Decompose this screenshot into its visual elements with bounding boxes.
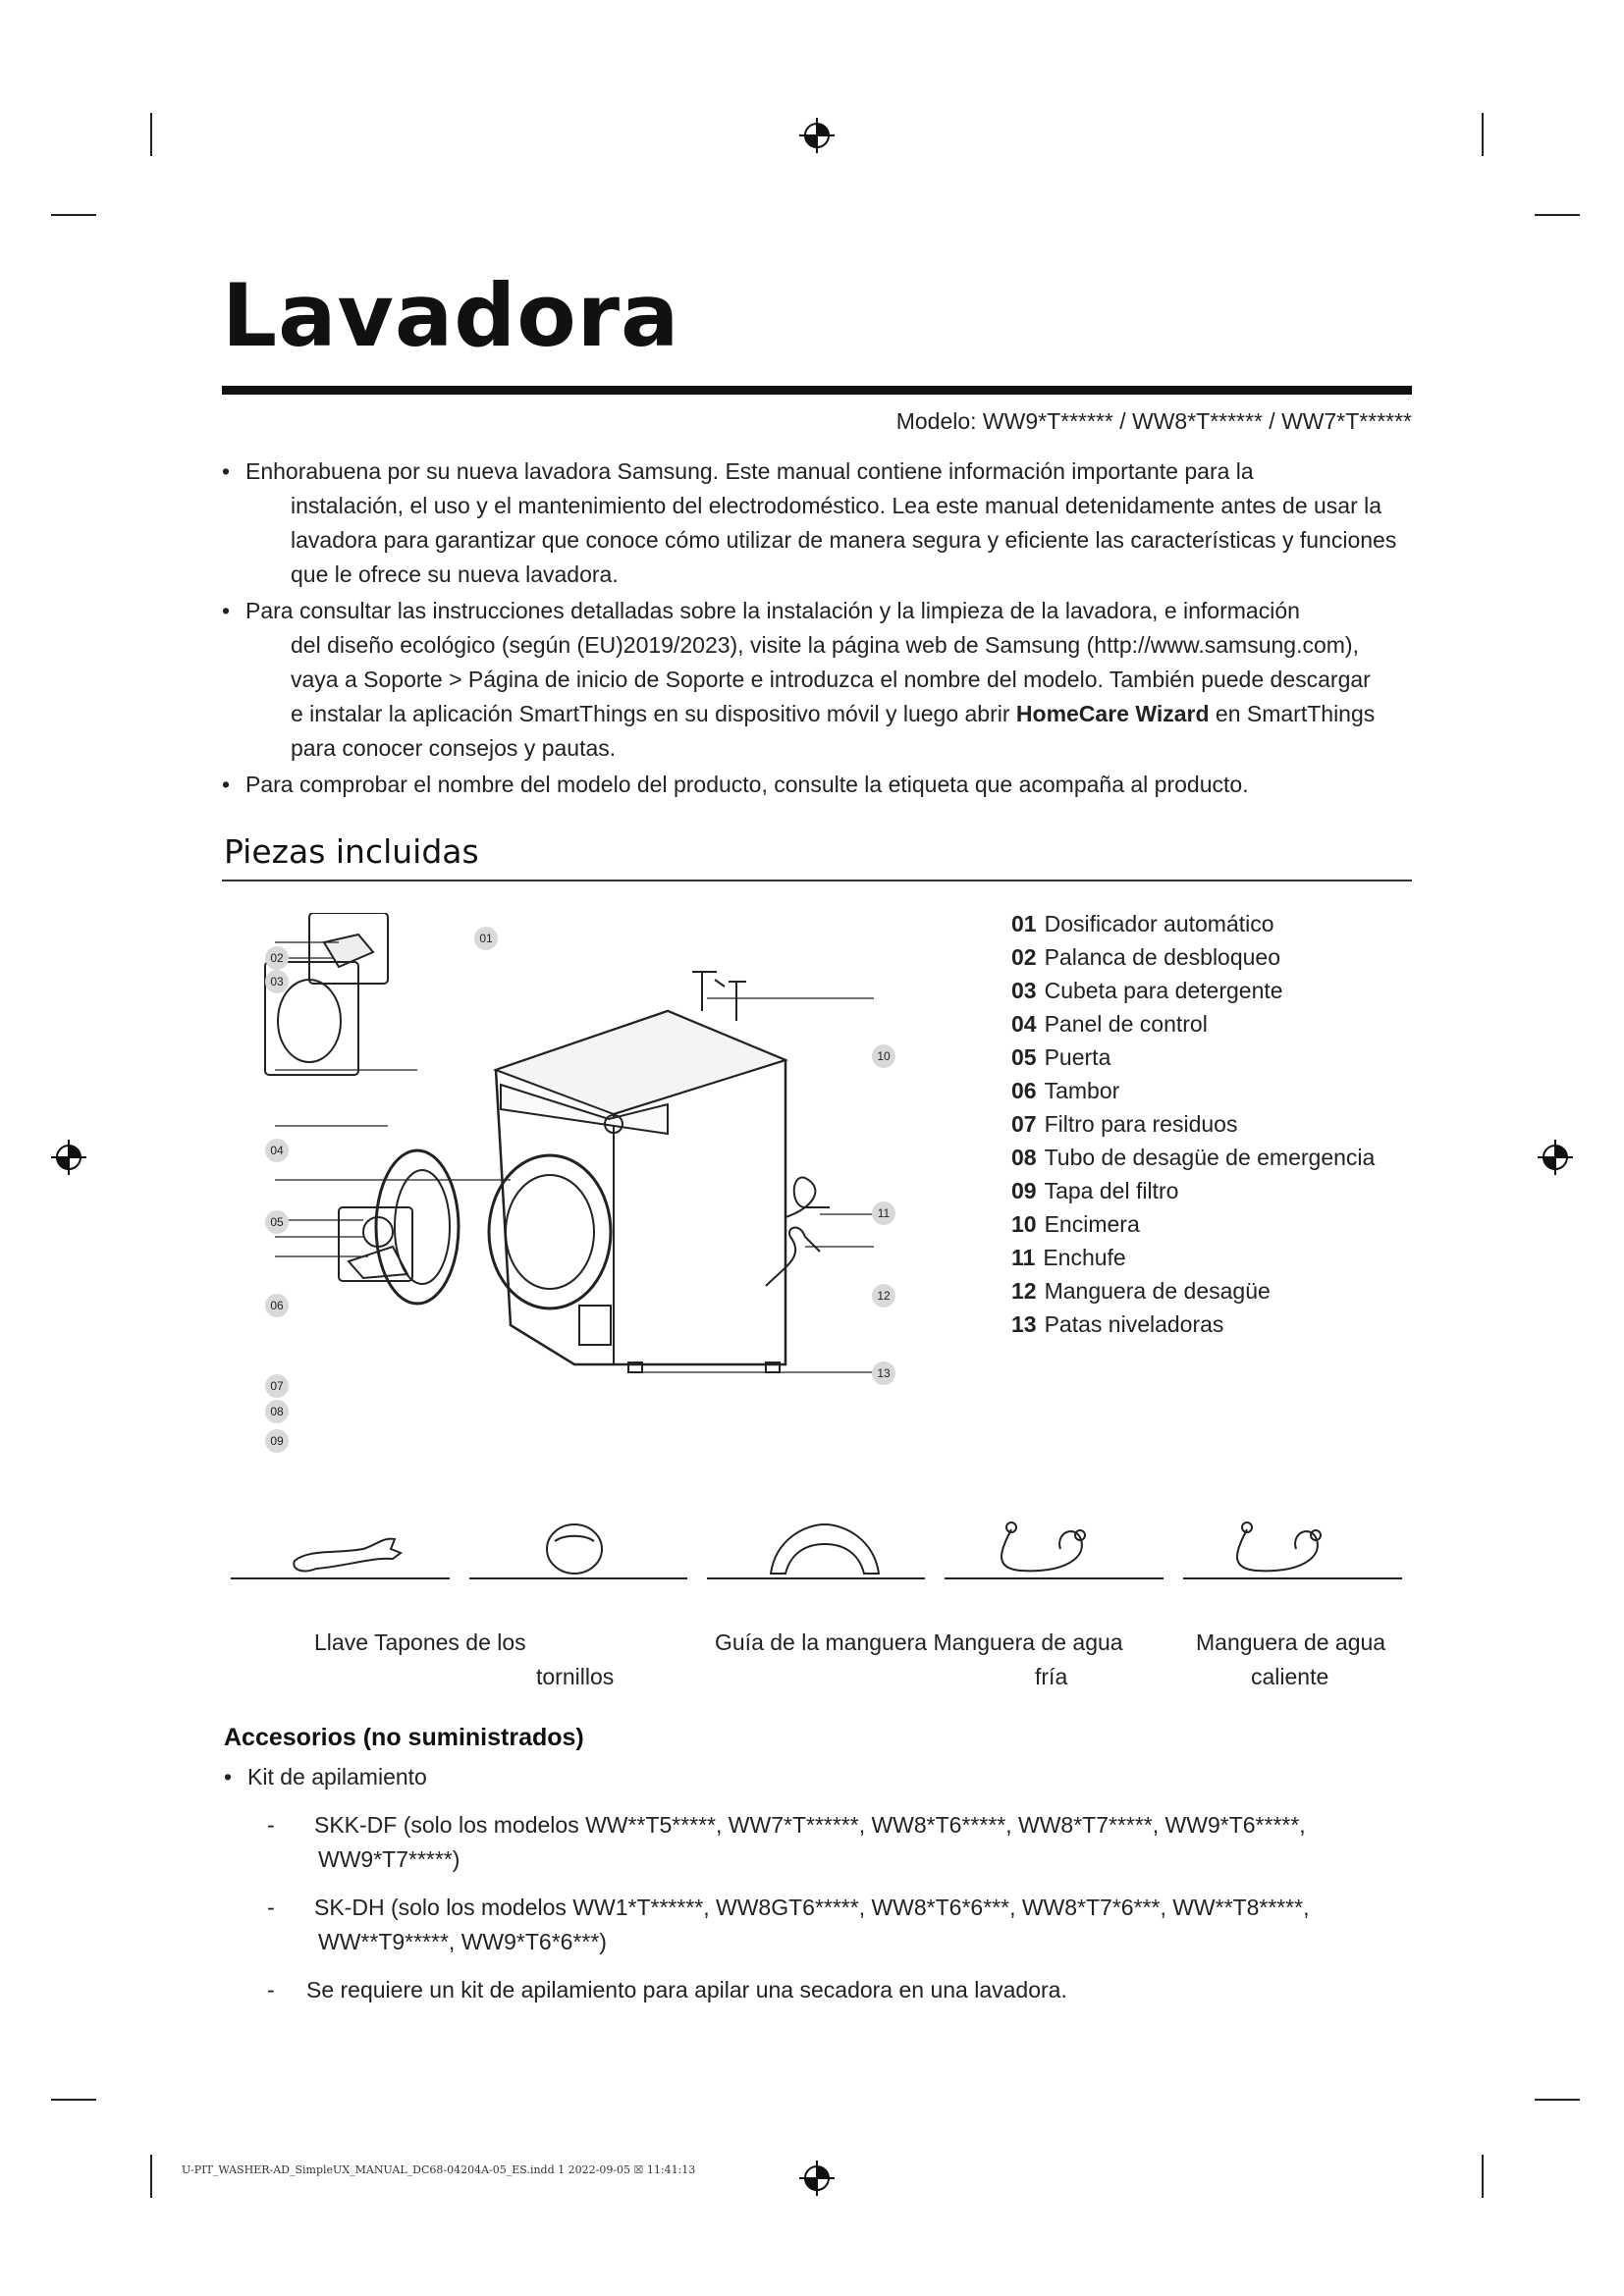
intro-text: Para consultar las instrucciones detalladas sobre la instalación y la limpieza de la lavadora, e información: [245, 598, 1300, 623]
part-item: [1011, 1207, 1375, 1241]
water-tap: [692, 972, 746, 1021]
part-label: Panel de control: [1044, 1011, 1208, 1037]
sub-item-text: Se requiere un kit de apilamiento para apilar una secadora en una lavadora.: [306, 1977, 1067, 2002]
sub-item-text: SKK-DF (solo los modelos WW**T5*****, WW7*T******, WW8*T6*****, WW8*T7*****, WW9*T6*****,: [314, 1812, 1306, 1838]
accessories-heading: Accesorios (no suministrados): [224, 1724, 584, 1751]
intro-text: que le ofrece su nueva lavadora.: [291, 561, 619, 587]
crop-mark: [1482, 113, 1484, 156]
intro-text: instalación, el uso y el mantenimiento del electrodoméstico. Lea este manual detenidamente antes de usar la: [291, 493, 1382, 518]
registration-mark-icon: [797, 116, 837, 155]
intro-text: lavadora para garantizar que conoce cómo utilizar de manera segura y eficiente las características y funciones: [291, 527, 1397, 553]
part-item: [1011, 1308, 1375, 1341]
part-item: [1011, 1141, 1375, 1174]
sub-item-text: WW**T9*****, WW9*T6*6***): [318, 1929, 607, 1954]
callout-badge: 13: [872, 1362, 895, 1385]
part-number: 04: [1011, 1011, 1037, 1037]
part-label: Patas niveladoras: [1044, 1311, 1224, 1337]
part-item: [1011, 1241, 1375, 1274]
accessory-illustrations: [226, 1520, 1404, 1598]
filter-panel: [579, 1306, 611, 1345]
intro-text: Enhorabuena por su nueva lavadora Samsung. Este manual contiene información importante para la: [245, 458, 1254, 484]
part-number: 01: [1011, 911, 1037, 936]
intro-text: [245, 697, 1420, 731]
intro-bullet: [222, 768, 1420, 802]
callout-badge: 03: [265, 970, 289, 993]
crop-mark: [150, 113, 152, 156]
accessory-sub-item: [224, 1808, 1422, 1877]
accessory-item: [224, 1760, 1422, 1794]
callout-badge: 01: [474, 927, 498, 950]
callout-badge: 04: [265, 1139, 289, 1162]
intro-text-part: e instalar la aplicación SmartThings en su dispositivo móvil y luego abrir: [291, 701, 1016, 726]
part-item: [1011, 1274, 1375, 1308]
callout-badge: 11: [872, 1201, 895, 1225]
washer-diagram: [255, 913, 923, 1472]
crop-mark: [1535, 214, 1580, 216]
callout-badge: 06: [265, 1294, 289, 1317]
accessory-label: fría: [1035, 1664, 1068, 1689]
print-slug: U-PIT_WASHER-AD_SimpleUX_MANUAL_DC68-04204A-05_ES.indd 1 2022-09-05 ☒ 11:41:13: [182, 2163, 696, 2176]
bullet-glyph: •: [222, 458, 231, 484]
page-title: Lavadora: [222, 265, 680, 366]
callout-badge: 09: [265, 1429, 289, 1453]
part-number: 11: [1011, 1245, 1036, 1270]
part-number: 05: [1011, 1044, 1037, 1070]
part-label: Puerta: [1044, 1044, 1111, 1070]
callout-badge: 02: [265, 946, 289, 970]
accessory-label: Llave Tapones de los: [314, 1629, 526, 1655]
part-item: [1011, 1074, 1375, 1107]
dash-glyph: -: [267, 1812, 275, 1838]
intro-list: [222, 454, 1420, 804]
callout-badge: 05: [265, 1210, 289, 1234]
registration-mark-icon: [797, 2159, 837, 2198]
part-item: [1011, 940, 1375, 974]
part-number: 12: [1011, 1278, 1037, 1304]
crop-mark: [51, 2099, 96, 2101]
part-number: 08: [1011, 1145, 1037, 1170]
part-number: 06: [1011, 1078, 1037, 1103]
part-item: [1011, 1107, 1375, 1141]
part-item: [1011, 1174, 1375, 1207]
part-number: 10: [1011, 1211, 1037, 1237]
part-label: Cubeta para detergente: [1044, 978, 1283, 1003]
hot-water-hose-illustration: [1237, 1522, 1321, 1571]
crop-mark: [51, 214, 96, 216]
sub-item-text: SK-DH (solo los modelos WW1*T******, WW8GT6*****, WW8*T6*6***, WW8*T7*6***, WW**T8*****,: [314, 1895, 1310, 1920]
dash-glyph: -: [267, 1977, 275, 2002]
bullet-glyph: •: [222, 772, 231, 797]
callout-badge: 12: [872, 1284, 895, 1308]
hose-guide-illustration: [771, 1524, 879, 1574]
parts-list: [1011, 907, 1375, 1341]
homecare-wizard-name: HomeCare Wizard: [1015, 701, 1210, 726]
part-number: 02: [1011, 944, 1037, 970]
bullet-glyph: •: [224, 1764, 233, 1789]
intro-text-part: en SmartThings: [1209, 701, 1376, 726]
power-cord: [785, 1178, 830, 1217]
part-label: Palanca de desbloqueo: [1044, 944, 1281, 970]
accessory-label: Manguera de agua: [1196, 1629, 1386, 1655]
intro-bullet: [222, 594, 1420, 766]
part-item: [1011, 1007, 1375, 1041]
accessory-label: caliente: [1251, 1664, 1329, 1689]
intro-text: Para comprobar el nombre del modelo del producto, consulte la etiqueta que acompaña al producto.: [245, 772, 1249, 797]
bullet-glyph: •: [222, 598, 231, 623]
accessory-sub-item: [224, 1891, 1422, 1959]
sub-item-text: WW9*T7*****): [318, 1846, 460, 1872]
part-number: 07: [1011, 1111, 1037, 1137]
part-label: Dosificador automático: [1044, 911, 1274, 936]
part-label: Tubo de desagüe de emergencia: [1044, 1145, 1376, 1170]
crop-mark: [150, 2155, 152, 2198]
intro-text: para conocer consejos y pautas.: [291, 735, 617, 761]
accessories-list: [224, 1760, 1422, 2007]
part-number: 03: [1011, 978, 1037, 1003]
dash-glyph: -: [267, 1895, 275, 1920]
part-item: [1011, 1041, 1375, 1074]
part-item: [1011, 974, 1375, 1007]
part-label: Manguera de desagüe: [1044, 1278, 1271, 1304]
model-line: Modelo: WW9*T****** / WW8*T****** / WW7*T******: [895, 408, 1412, 434]
callout-badge: 10: [872, 1044, 895, 1068]
part-label: Filtro para residuos: [1044, 1111, 1238, 1137]
drum-opening: [489, 1155, 611, 1308]
accessory-item-text: Kit de apilamiento: [247, 1764, 427, 1789]
section-heading: Piezas incluidas: [224, 832, 479, 871]
drain-hose: [766, 1228, 820, 1286]
bolt-caps-illustration: [547, 1524, 602, 1574]
intro-text: del diseño ecológico (según (EU)2019/2023), visite la página web de Samsung (http://www.samsung.com),: [291, 632, 1359, 658]
section-rule: [222, 880, 1412, 881]
registration-mark-icon: [1536, 1138, 1575, 1177]
part-label: Tambor: [1044, 1078, 1120, 1103]
accessory-label: Guía de la manguera Manguera de agua: [715, 1629, 1123, 1655]
intro-text: vaya a Soporte > Página de inicio de Soporte e introduzca el nombre del modelo. También puede descargar: [291, 667, 1371, 692]
part-item: [1011, 907, 1375, 940]
registration-mark-icon: [49, 1138, 88, 1177]
callout-badge: 08: [265, 1400, 289, 1423]
part-label: Enchufe: [1043, 1245, 1126, 1270]
part-number: 13: [1011, 1311, 1037, 1337]
title-rule: [222, 386, 1412, 395]
part-label: Encimera: [1044, 1211, 1140, 1237]
crop-mark: [1482, 2155, 1484, 2198]
cold-water-hose-illustration: [1001, 1522, 1085, 1571]
callout-badge: 07: [265, 1374, 289, 1398]
crop-mark: [1535, 2099, 1580, 2101]
part-number: 09: [1011, 1178, 1037, 1203]
accessory-sub-item: [224, 1973, 1422, 2007]
intro-bullet: [222, 454, 1420, 592]
accessory-label: tornillos: [536, 1664, 615, 1689]
part-label: Tapa del filtro: [1044, 1178, 1179, 1203]
spanner-illustration: [294, 1539, 401, 1572]
